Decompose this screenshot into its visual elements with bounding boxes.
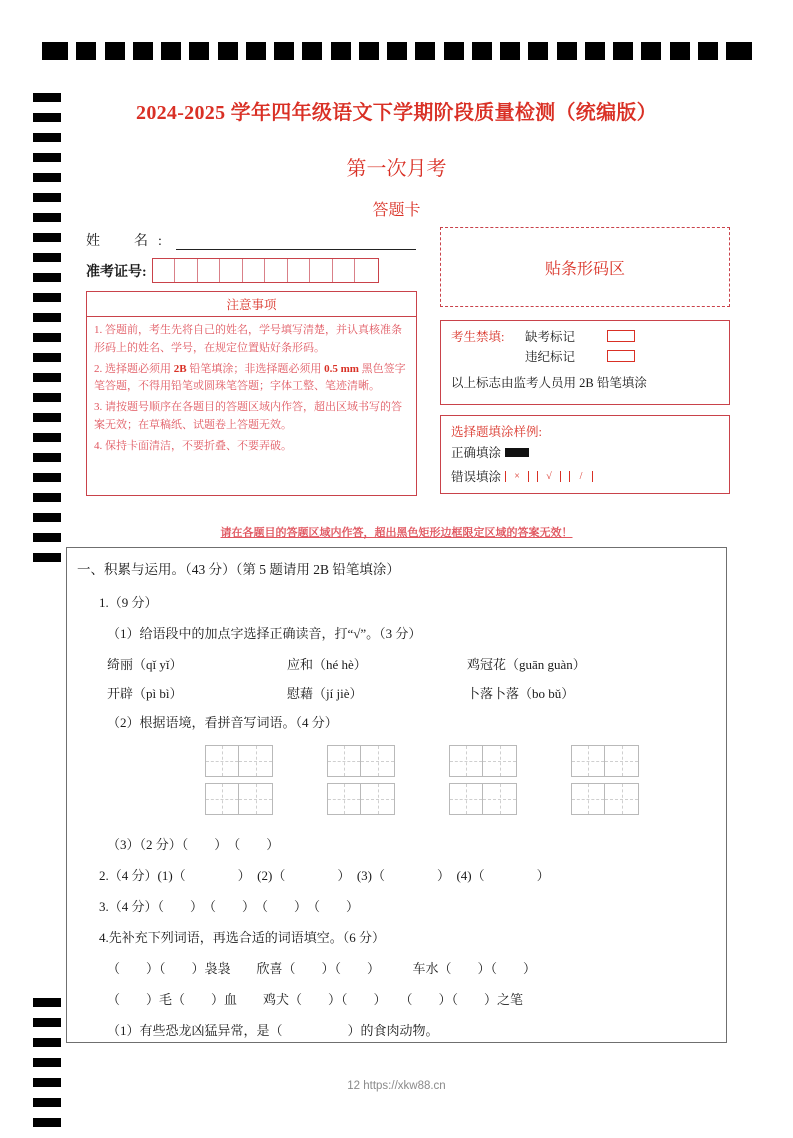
timing-mark <box>133 42 153 60</box>
question-1-label: 1.（9 分） <box>99 594 158 610</box>
violation-mark-row <box>451 347 719 365</box>
timing-mark <box>500 42 520 60</box>
pinyin-item[interactable]: 绮丽（qǐ yǐ） <box>107 657 183 673</box>
timing-mark <box>444 42 464 60</box>
timing-mark <box>33 553 61 562</box>
question-1-1-label: （1）给语段中的加点字选择正确读音，打“√”。（3 分） <box>107 626 422 642</box>
character-grid-cell[interactable] <box>239 784 272 814</box>
correct-fill-label: 正确填涂 <box>451 446 502 460</box>
character-grid-row[interactable] <box>449 783 517 815</box>
proctor-title: 考生禁填: <box>451 330 505 344</box>
question-1-3-label[interactable]: （3）（2 分）（ ） （ ） <box>107 836 280 852</box>
character-grid-cell[interactable] <box>361 746 394 776</box>
character-grid-row[interactable] <box>327 745 395 777</box>
proctor-note: 以上标志由监考人员用 2B 铅笔填涂 <box>451 376 647 390</box>
timing-mark <box>161 42 181 60</box>
timing-mark <box>33 1098 61 1107</box>
character-grid-group[interactable] <box>571 745 639 815</box>
exam-id-boxes[interactable] <box>152 258 379 283</box>
character-grid-cell[interactable] <box>328 784 361 814</box>
wrong-fill-swatches <box>505 471 593 482</box>
timing-mark <box>698 42 718 60</box>
timing-mark <box>33 998 61 1007</box>
absent-mark-bubble[interactable] <box>607 330 635 342</box>
timing-mark <box>331 42 351 60</box>
question-3-label[interactable]: 3.（4 分）（ ） （ ） （ ） （ ） <box>99 898 360 914</box>
timing-mark <box>302 42 322 60</box>
character-grid-group[interactable] <box>205 745 273 815</box>
timing-mark <box>33 513 61 522</box>
exam-id-cell[interactable] <box>288 259 311 282</box>
timing-mark <box>33 353 61 362</box>
character-grid-cell[interactable] <box>605 746 638 776</box>
character-grid-cell[interactable] <box>361 784 394 814</box>
exam-id-cell[interactable] <box>243 259 266 282</box>
character-grid-cell[interactable] <box>572 746 605 776</box>
character-grid-cell[interactable] <box>605 784 638 814</box>
timing-mark <box>670 42 690 60</box>
exam-subtitle: 第一次月考 <box>346 158 447 180</box>
timing-mark <box>33 1018 61 1027</box>
question-2-label[interactable]: 2.（4 分）(1)（ ） (2)（ ） (3)（ ） (4)（ ） <box>99 867 550 883</box>
question-1-2-label: （2）根据语境，看拼音写词语。（4 分） <box>107 715 338 731</box>
question-4-row-1[interactable]: （ ）（ ）袅袅 欣喜（ ）（ ） 车水（ ）（ ） <box>107 961 537 977</box>
exam-id-cell[interactable] <box>153 259 176 282</box>
exam-id-label: 准考证号: <box>86 264 147 280</box>
character-grid-cell[interactable] <box>450 784 483 814</box>
timing-mark <box>33 1058 61 1067</box>
character-grid-row[interactable] <box>327 783 395 815</box>
student-name-label: 姓 名: <box>86 234 172 249</box>
answer-region <box>66 547 727 1043</box>
exam-id-cell[interactable] <box>355 259 378 282</box>
pinyin-item[interactable]: 应和（hé hè） <box>287 657 367 673</box>
character-grid-cell[interactable] <box>483 784 516 814</box>
timing-mark <box>33 413 61 422</box>
pinyin-item[interactable]: 卜落卜落（bo bǔ） <box>467 686 575 702</box>
fill-sample-title: 选择题填涂样例: <box>451 425 542 439</box>
pinyin-row <box>77 655 712 675</box>
exam-id-row <box>86 258 379 283</box>
timing-mark <box>33 253 61 262</box>
timing-mark <box>33 373 61 382</box>
exam-id-cell[interactable] <box>333 259 356 282</box>
timing-mark <box>415 42 435 60</box>
timing-mark <box>557 42 577 60</box>
timing-mark <box>33 1038 61 1047</box>
correct-fill-row <box>451 443 719 461</box>
absent-mark-row <box>451 327 719 345</box>
notice-panel <box>86 291 417 496</box>
timing-mark <box>274 42 294 60</box>
fill-sample-panel <box>440 415 730 494</box>
timing-mark <box>105 42 125 60</box>
timing-mark <box>726 42 752 60</box>
violation-mark-label: 违纪标记 <box>525 350 576 364</box>
left-timing-marks-lower <box>33 998 61 1138</box>
violation-mark-bubble[interactable] <box>607 350 635 362</box>
timing-mark <box>33 473 61 482</box>
barcode-paste-area <box>440 227 730 307</box>
timing-mark <box>33 273 61 282</box>
timing-mark <box>33 313 61 322</box>
timing-mark <box>42 42 68 60</box>
timing-mark <box>76 42 96 60</box>
timing-mark <box>33 333 61 342</box>
section-one-title: 一、积累与运用。（43 分）（第 5 题请用 2B 铅笔填涂） <box>77 562 400 577</box>
wrong-fill-label: 错误填涂 <box>451 470 502 484</box>
character-grid-cell[interactable] <box>206 746 239 776</box>
pinyin-item[interactable]: 开辟（pì bì） <box>107 686 183 702</box>
pinyin-item[interactable]: 鸡冠花（guān guàn） <box>467 657 586 673</box>
pinyin-choices[interactable] <box>77 655 712 704</box>
character-grid-row[interactable] <box>571 745 639 777</box>
timing-mark <box>33 433 61 442</box>
page-title: 2024-2025 学年四年级语文下学期阶段质量检测（统编版） <box>136 102 657 124</box>
character-grid-row[interactable] <box>205 745 273 777</box>
timing-mark <box>33 453 61 462</box>
timing-mark <box>218 42 238 60</box>
exam-id-cell[interactable] <box>220 259 243 282</box>
notice-heading: 注意事项 <box>87 292 416 317</box>
notice-item: 4. 保持卡面清洁，不要折叠、不要弄破。 <box>94 439 292 452</box>
exam-id-cell[interactable] <box>175 259 198 282</box>
character-grid-cell[interactable] <box>206 784 239 814</box>
notice-item: 1. 答题前，考生先将自己的姓名，学号填写清楚，并认真核准条形码上的姓名、学号，在规定位置贴好条形码。 <box>94 324 402 354</box>
page-footer: 12 https://xkw88.cn <box>347 1080 446 1092</box>
proctor-marks-panel <box>440 320 730 405</box>
student-name-input[interactable] <box>176 233 416 250</box>
character-grid-row[interactable] <box>449 745 517 777</box>
area-warning-text: 请在各题目的答题区域内作答，超出黑色矩形边框限定区域的答案无效！ <box>220 527 573 539</box>
wrong-fill-swatch: × <box>505 471 529 482</box>
pinyin-item[interactable]: 慰藉（jí jiè） <box>287 686 363 702</box>
timing-mark <box>33 493 61 502</box>
character-grid-row[interactable] <box>571 783 639 815</box>
timing-mark <box>472 42 492 60</box>
character-grid-cell[interactable] <box>328 746 361 776</box>
character-grid-cell[interactable] <box>572 784 605 814</box>
absent-mark-label: 缺考标记 <box>525 330 576 344</box>
character-grid-cell[interactable] <box>239 746 272 776</box>
notice-item: 2. 选择题必须用 2B 铅笔填涂；非选择题必须用 0.5 mm 黑色签字笔答题，不得用铅笔或圆珠笔答题；字体工整、笔迹清晰。 <box>94 362 406 393</box>
wrong-fill-row <box>451 467 719 485</box>
character-grid-row[interactable] <box>205 783 273 815</box>
timing-mark <box>33 293 61 302</box>
timing-mark <box>33 133 61 142</box>
timing-mark <box>33 1118 61 1127</box>
timing-mark <box>189 42 209 60</box>
wrong-fill-swatch: / <box>569 471 593 482</box>
answer-card-label: 答题卡 <box>372 202 421 219</box>
character-grid-cell[interactable] <box>450 746 483 776</box>
exam-id-cell[interactable] <box>310 259 333 282</box>
student-name-row <box>86 226 416 250</box>
notice-items <box>87 317 416 456</box>
timing-mark <box>387 42 407 60</box>
top-timing-marks <box>42 40 752 62</box>
character-grid-group[interactable] <box>449 745 517 815</box>
notice-item: 3. 请按题号顺序在各题目的答题区域内作答，超出区域书写的答案无效；在草稿纸、试题卷上答题无效。 <box>94 401 402 432</box>
correct-fill-swatch <box>505 448 529 457</box>
character-grid-area[interactable] <box>77 745 712 815</box>
character-grid-cell[interactable] <box>483 746 516 776</box>
timing-mark <box>359 42 379 60</box>
timing-mark <box>613 42 633 60</box>
question-4-row-2[interactable]: （ ）毛（ ）血 鸡犬（ ）（ ） （ ）（ ）之笔 <box>107 992 524 1008</box>
timing-mark <box>585 42 605 60</box>
timing-mark <box>33 233 61 242</box>
question-4-1-label[interactable]: （1）有些恐龙凶猛异常，是（ ）的食肉动物。 <box>107 1023 439 1039</box>
exam-id-cell[interactable] <box>198 259 221 282</box>
timing-mark <box>528 42 548 60</box>
pinyin-row <box>77 684 712 704</box>
exam-id-cell[interactable] <box>265 259 288 282</box>
wrong-fill-swatch: √ <box>537 471 561 482</box>
timing-mark <box>246 42 266 60</box>
character-grid-group[interactable] <box>327 745 395 815</box>
timing-mark <box>33 393 61 402</box>
question-4-label: 4.先补充下列词语，再选合适的词语填空。（6 分） <box>99 930 386 946</box>
timing-mark <box>641 42 661 60</box>
barcode-area-label: 贴条形码区 <box>544 260 625 278</box>
